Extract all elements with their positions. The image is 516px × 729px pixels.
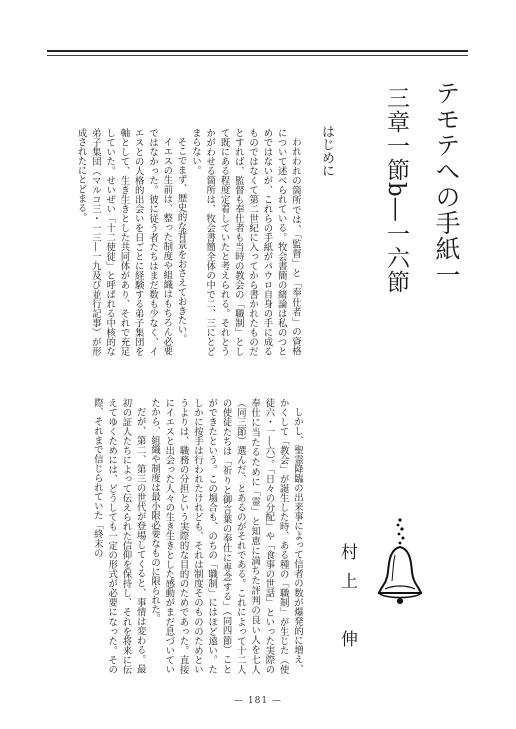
header-rule-thin [47,55,468,56]
intro-text-block [45,128,302,356]
article-subtitle: 三章一節b―一六節 [383,86,409,294]
body-paragraph: しかし、聖霊降臨の出来事によって信者の数が爆発的に増え、かくして「教会」が誕生した時、ある種の「職制」が生じた（使徒六・一―六）。「日々の分配」や「食事の世話」といった実際の奉仕に当たるために「霊」と知恵に満ちた評判の良い人を七人（同三節）選んだ、とあるのがそれである。これによって十二人の使徒たちは「祈りと御言葉の奉仕に専念する」（同四節）ことができたという。この場合も、のちの「職制」にはほど遠い。たしかに按手は行われたけれども、それは制度そのもののためというよりは、職務の分担という実際的な目的のためであった。直接にイエスと出会った人々の生き生きとした感動がまだ息づいていたから、組織や制度は最小限必要なものに限られた。 [149,398,303,674]
author-name: 村上 伸 [337,543,357,659]
header-rule [47,50,468,52]
page-number: — 181 — [234,696,282,706]
intro-paragraph: われわれの箇所では、「監督」と「奉仕者」の資格について述べられている。牧会書簡の緒論は私のつとめではないが、これらの手紙がパウロ自身の手に成るものではなくて第二世紀に入ってから書かれたものだとすれば、監督も奉仕者も当時の教会の「職制」として既にある程度定着していたと考えられる。それとうかがわせる箇所は、牧会書簡全体の中で二、三にとどまらない。 [189,128,301,356]
intro-paragraph: そこでまず、歴史的な背景をおさえておきたい。 [175,137,187,344]
section-heading: はじめに [319,125,334,177]
intro-paragraph: イエスの生前は、整った制度や組織はもちろん必要ではなかった。彼に従う者たちはまだ数も少なく、イエスとの人格的出会いを日ごとに経験する弟子集団を軸として、生き生きとした共同体があり、それで充足していた。せいぜい「十二使徒」と呼ばれる中核的な弟子集団（マルコ三・一三―一九及び並行記事）が形成されたにとどまる。 [75,128,173,356]
bell-illustration [373,517,429,607]
body-paragraph: だが、第二、第三の世代が登場してくると、事情は変わる。最初の証人たちによって伝えられた信仰を保持し、それを将来に伝えてゆくためには、どうしても一定の形式が必要になった。その際、それまで信じられていた「終末の [91,398,146,674]
article-title: テモテへの手紙一 [432,80,461,288]
body-text-block [46,398,304,674]
